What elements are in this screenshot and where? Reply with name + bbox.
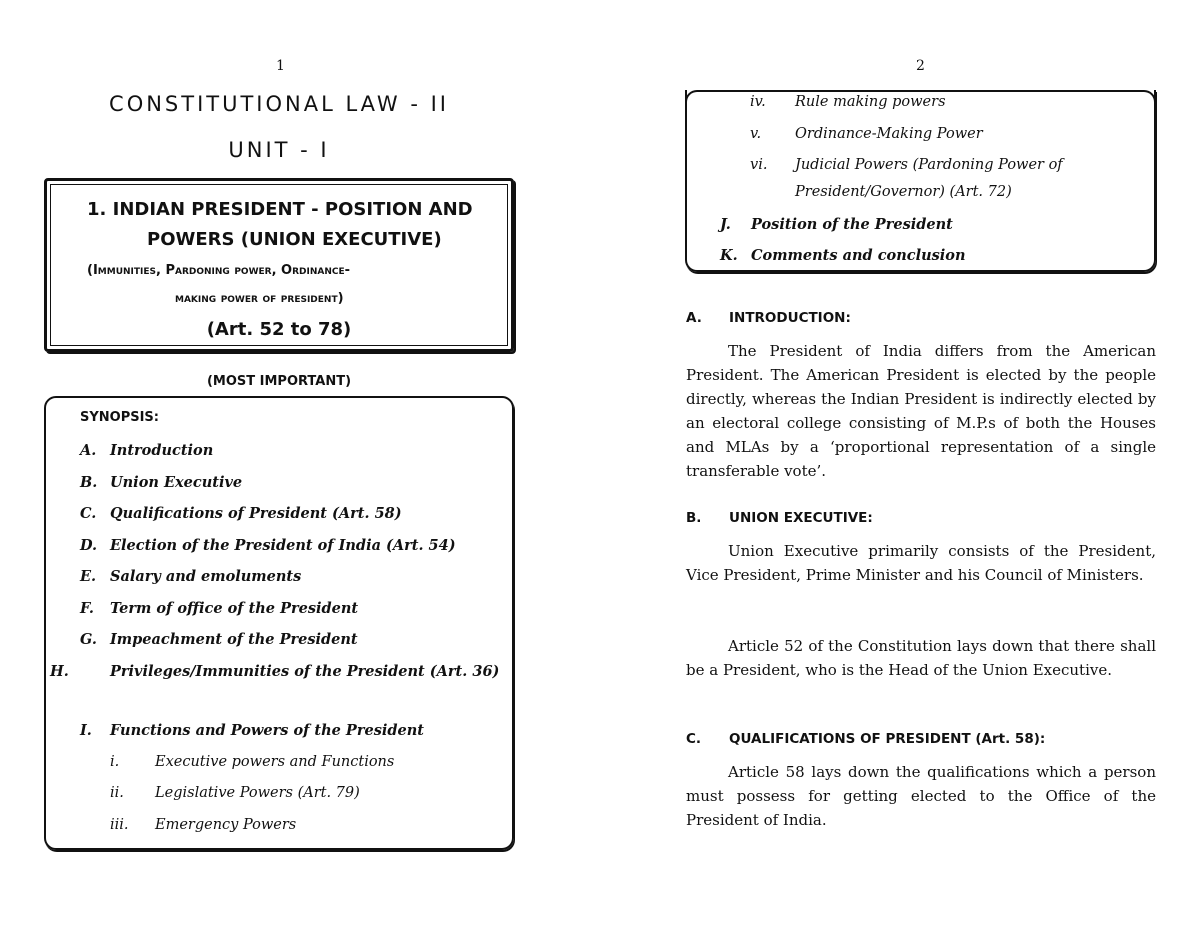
synopsis-letter: J. xyxy=(720,216,731,233)
synopsis-subitem xyxy=(750,126,983,142)
paragraph: Union Executive primarily consists of the President, Vice President, Prime Minister and his Council of Ministers. xyxy=(686,542,1156,584)
synopsis-subitem xyxy=(750,94,946,110)
chapter-title-line-1: 1. INDIAN PRESIDENT - POSITION AND xyxy=(87,199,473,220)
synopsis-item xyxy=(80,505,402,522)
roman-numeral: ii. xyxy=(110,785,124,801)
synopsis-subitem-text: Ordinance-Making Power xyxy=(795,126,983,142)
synopsis-subitem-text: Emergency Powers xyxy=(155,817,297,833)
synopsis-text: Functions and Powers of the President xyxy=(110,722,424,739)
synopsis-item xyxy=(80,600,358,617)
synopsis-letter: I. xyxy=(80,722,92,739)
roman-numeral: v. xyxy=(750,126,762,142)
section-letter: A. xyxy=(686,310,702,326)
synopsis-text: Comments and conclusion xyxy=(751,247,966,264)
synopsis-letter: D. xyxy=(80,537,98,554)
synopsis-subitem-text: Legislative Powers (Art. 79) xyxy=(155,785,360,801)
synopsis-letter: C. xyxy=(80,505,97,522)
synopsis-text: Salary and emoluments xyxy=(110,568,302,585)
synopsis-letter: K. xyxy=(720,247,738,264)
synopsis-letter: H. xyxy=(50,663,69,680)
chapter-title-box xyxy=(44,178,514,352)
paragraph: Article 52 of the Constitution lays down that there shall be a President, who is the Head of the Union Executive. xyxy=(686,637,1156,679)
synopsis-item xyxy=(80,474,242,491)
synopsis-letter: G. xyxy=(80,631,97,648)
roman-numeral: vi. xyxy=(750,157,768,173)
synopsis-subitem-text: Rule making powers xyxy=(795,94,946,110)
chapter-subtitle-line-2: making power of president) xyxy=(175,291,344,306)
synopsis-subitem-text: Executive powers and Functions xyxy=(155,754,395,770)
chapter-title-line-2: POWERS (UNION EXECUTIVE) xyxy=(147,229,442,250)
synopsis-text: Union Executive xyxy=(110,474,243,491)
section-title: QUALIFICATIONS OF PRESIDENT (Art. 58): xyxy=(729,731,1046,747)
chapter-subtitle-line-1: (Immunities, Pardoning power, Ordinance- xyxy=(87,263,351,278)
synopsis-text: Privileges/Immunities of the President (Art. 36) xyxy=(110,663,500,680)
section-heading xyxy=(686,510,873,526)
synopsis-item xyxy=(720,216,953,233)
most-important-label: (MOST IMPORTANT) xyxy=(206,374,352,389)
section-heading xyxy=(686,731,1045,747)
synopsis-letter: A. xyxy=(80,442,97,459)
page-number: 1 xyxy=(276,58,285,74)
synopsis-subitem-text: Judicial Powers (Pardoning Power of xyxy=(795,157,1063,173)
synopsis-subitem xyxy=(110,785,360,801)
synopsis-text: Position of the President xyxy=(751,216,953,233)
section-letter: B. xyxy=(686,510,702,526)
section-letter: C. xyxy=(686,731,702,747)
paragraph: The President of India differs from the American President. The American President is elected by the people directly, whereas the Indian President is indirectly elected by an electoral college consisting of M.P.s of both the Houses and MLAs by a ‘proportional representation of a single transferable vote’. xyxy=(686,342,1156,480)
synopsis-item xyxy=(80,442,213,459)
page-number: 2 xyxy=(916,58,925,74)
synopsis-letter: B. xyxy=(80,474,98,491)
synopsis-item xyxy=(50,658,500,685)
synopsis-subitem xyxy=(110,817,296,833)
synopsis-text: Term of office of the President xyxy=(110,600,359,617)
synopsis-text: Impeachment of the President xyxy=(110,631,358,648)
synopsis-box xyxy=(44,396,514,850)
synopsis-subitem xyxy=(750,157,1063,173)
synopsis-item xyxy=(80,537,456,554)
synopsis-text: Election of the President of India (Art. 54) xyxy=(110,537,456,554)
synopsis-item xyxy=(80,722,424,739)
synopsis-item xyxy=(80,568,301,585)
synopsis-item xyxy=(80,631,358,648)
synopsis-item xyxy=(720,247,966,264)
right-page xyxy=(600,0,1200,927)
synopsis-subitem xyxy=(110,754,394,770)
synopsis-text: Qualifications of President (Art. 58) xyxy=(110,505,402,522)
synopsis-heading: SYNOPSIS: xyxy=(80,410,159,425)
section-heading xyxy=(686,310,851,326)
synopsis-text: Introduction xyxy=(110,442,214,459)
continued-synopsis-box xyxy=(685,90,1156,272)
paragraph: Article 58 lays down the qualifications which a person must possess for getting elected to the Office of the President of India. xyxy=(686,763,1156,829)
section-title: INTRODUCTION: xyxy=(729,310,851,326)
roman-numeral: i. xyxy=(110,754,120,770)
section-title: UNION EXECUTIVE: xyxy=(729,510,873,526)
roman-numeral: iii. xyxy=(110,817,129,833)
synopsis-subitem-continuation: President/Governor) (Art. 72) xyxy=(795,184,1012,200)
chapter-inner-border xyxy=(50,184,508,346)
synopsis-letter: F. xyxy=(80,600,94,617)
unit-title: UNIT - I xyxy=(228,138,330,162)
synopsis-letter: E. xyxy=(80,568,97,585)
chapter-articles: (Art. 52 to 78) xyxy=(206,319,352,340)
roman-numeral: iv. xyxy=(750,94,766,110)
document-title: CONSTITUTIONAL LAW - II xyxy=(109,92,449,116)
